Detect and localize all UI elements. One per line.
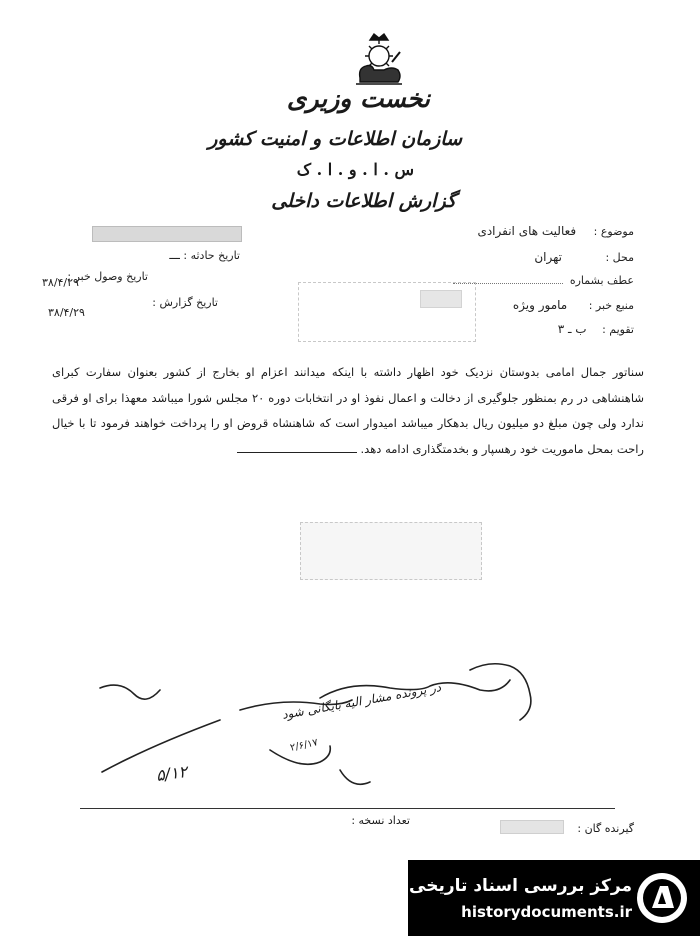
report-body-text: سناتور جمال امامی بدوستان نزدیک خود اظهار داشته با اینکه میدانند اعزام او بخارج از کشور بعنوان سفارت کبرای شاهنشاهی در رم بمنظور جلوگیری از دخالت و اعمال نفوذ او در انتخابات دوره ۲۰ مجلس شورا میباشد معهذا برای او فرقی ندارد ولی چون مبلغ دو میلیون ریال بدهکار میباشد امیدوار است که شاهنشاه قروض او را پرداخت خواهند فرمود تا با خیال راحت بمحل ماموریت خود رهسپار و بخدمتگذاری ادامه دهد. <box>52 365 644 456</box>
subject-value: فعالیت های انفرادی <box>477 224 577 238</box>
incident-date-row <box>169 248 240 262</box>
lion-and-sun-emblem-icon <box>348 30 410 88</box>
received-date-value: ۳۸/۴/۲۹ <box>42 276 79 289</box>
subject-row <box>477 224 634 238</box>
annotation-date: ۲/۶/۱۷ <box>289 737 320 754</box>
redacted-number <box>92 226 242 242</box>
subject-label: موضوع : <box>593 225 634 238</box>
received-date-row <box>67 270 148 283</box>
copies-label: تعداد نسخه : <box>351 814 410 827</box>
annotation-number: ۵/۱۲ <box>154 761 189 786</box>
rating-row <box>558 322 634 336</box>
footer-divider <box>80 808 615 809</box>
watermark-url: historydocuments.ir <box>461 903 632 921</box>
report-body <box>52 360 644 462</box>
source-value: مامور ویژه <box>512 298 568 312</box>
report-type: گزارش اطلاعات داخلی <box>271 190 456 212</box>
place-label: محل : <box>605 251 634 264</box>
report-date-value: ۳۸/۴/۲۹ <box>48 306 85 319</box>
place-value: تهران <box>534 250 562 264</box>
reference-label: عطف بشماره <box>569 274 634 287</box>
place-row <box>534 250 634 264</box>
faint-stamp-mark <box>420 290 462 308</box>
rating-label: تقویم : <box>602 323 634 336</box>
header-organization: سازمان اطلاعات و امنیت کشور <box>208 128 462 150</box>
received-date-label: تاریخ وصول خبر : <box>67 270 148 283</box>
header-title: نخست وزیری <box>286 84 430 113</box>
watermark-title: مرکز بررسی اسناد تاریخی <box>409 876 632 896</box>
reference-row <box>450 274 634 287</box>
faint-stamp-middle <box>300 522 482 580</box>
incident-date-label: تاریخ حادثه : <box>183 249 240 262</box>
recipients-row <box>577 822 634 835</box>
copies-row <box>351 814 410 827</box>
report-date-row <box>152 296 218 309</box>
report-date-label: تاریخ گزارش : <box>152 296 218 309</box>
redacted-recipients <box>500 820 564 834</box>
header-abbreviation: س . ا . و . ا . ک <box>296 160 414 179</box>
recipients-label: گیرنده گان : <box>577 822 634 835</box>
rating-value: ب ـ ۳ <box>557 322 587 336</box>
source-label: منبع خبر : <box>588 299 634 312</box>
incident-date-value: ـــ <box>169 248 180 262</box>
source-row <box>513 298 634 312</box>
handwritten-annotation: در پرونده مشار الیه بایگانی شود <box>280 680 442 722</box>
archive-logo-icon <box>634 870 690 926</box>
